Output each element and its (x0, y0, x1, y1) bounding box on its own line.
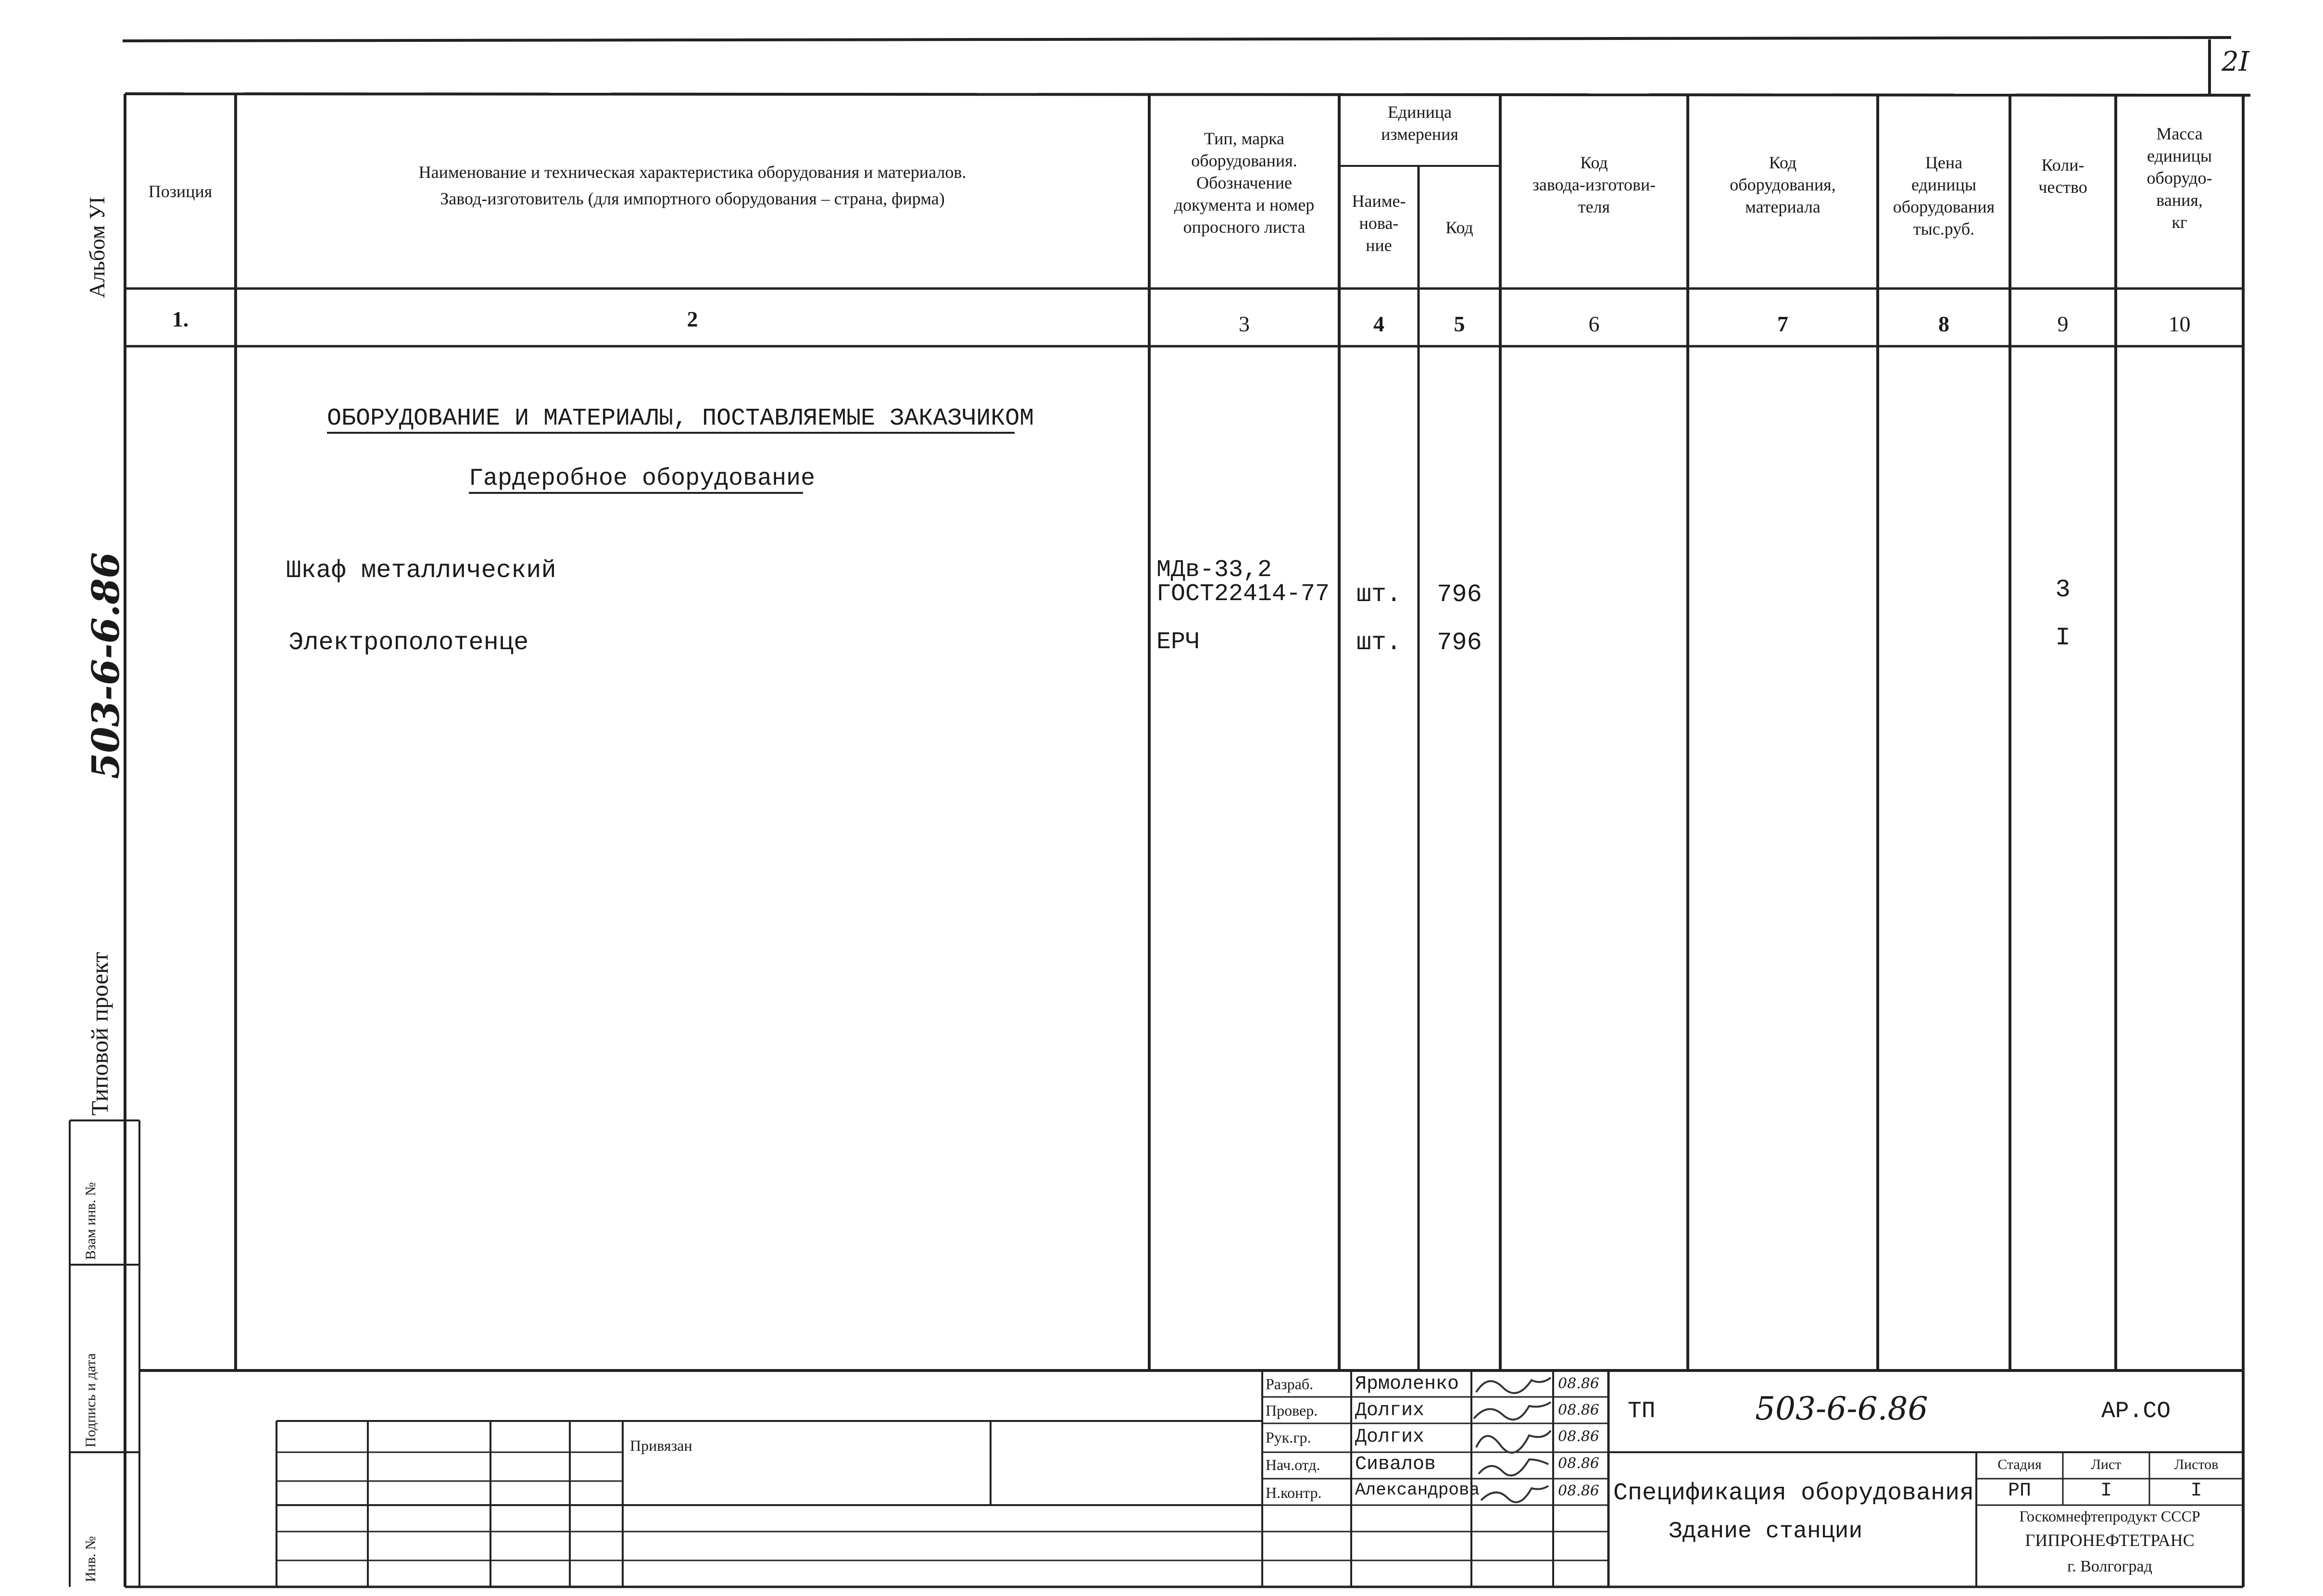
stage-label: Стадия (1997, 1457, 2042, 1472)
sheets-value: I (2190, 1480, 2202, 1502)
typical-project-label: Типовой проект (86, 952, 113, 1116)
role-dept-head: Нач.отд. (1266, 1456, 1320, 1473)
header-name-line1: Наименование и техническая характеристика оборудования и материалов. (418, 163, 967, 182)
sheets-label: Листов (2174, 1457, 2219, 1472)
section-title: ОБОРУДОВАНИЕ И МАТЕРИАЛЫ, ПОСТАВЛЯЕМЫЕ ЗАКАЗЧИКОМ (327, 405, 1034, 432)
row1-type-line1: МДв-33,2 (1156, 556, 1272, 584)
col-number-8: 8 (1938, 312, 1949, 336)
header-type: Тип, марка оборудования. Обозначение документа и номер опросного листа (1174, 129, 1315, 237)
name-group-lead: Долгих (1355, 1426, 1425, 1448)
stamp-sign-date: Подпись и дата (83, 1353, 99, 1447)
row1-name: Шкаф металлический (286, 556, 556, 585)
name-norm-control: Александрова (1355, 1480, 1480, 1500)
header-unit-group: Единица измерения (1381, 102, 1458, 144)
stage-value: РП (2008, 1480, 2031, 1502)
header-manufacturer-code: Код завода-изготови- теля (1532, 153, 1656, 216)
project-number: 503-6-6.86 (1755, 1390, 1928, 1427)
subsection-title: Гардеробное оборудование (469, 465, 816, 492)
privyazan-label: Привязан (630, 1437, 692, 1454)
name-developer: Ярмоленко (1355, 1373, 1459, 1395)
row2-type-line1: ЕРЧ (1156, 628, 1200, 656)
tp-label: ТП (1628, 1398, 1656, 1424)
header-name-line2: Завод-изготовитель (для импортного оборудования – страна, фирма) (440, 189, 945, 208)
row2-qty: I (2055, 624, 2071, 652)
name-dept-head: Сивалов (1355, 1454, 1436, 1475)
date-checker: 08.86 (1558, 1402, 1599, 1419)
col-number-9: 9 (2057, 312, 2069, 336)
date-norm-control: 08.86 (1558, 1483, 1599, 1499)
role-norm-control: Н.контр. (1266, 1484, 1322, 1501)
project-code-handwritten: 503-6-6.86 (84, 552, 128, 779)
org-line3: г. Волгоград (2067, 1558, 2152, 1575)
header-price: Цена единицы оборудования тыс.руб. (1893, 153, 1995, 239)
row2-code: 796 (1437, 628, 1482, 657)
header-unit-code: Код (1445, 218, 1473, 237)
role-developer: Разраб. (1266, 1375, 1314, 1393)
sheet-code: АР.СО (2101, 1398, 2171, 1424)
col-number-6: 6 (1588, 312, 1600, 336)
header-mass: Масса единицы оборудо- вания, кг (2147, 124, 2212, 232)
album-label: Альбом УI (85, 196, 109, 298)
col-number-1: 1. (172, 307, 189, 331)
name-checker: Долгих (1355, 1400, 1425, 1421)
role-group-lead: Рук.гр. (1266, 1429, 1311, 1446)
col-number-5: 5 (1454, 312, 1465, 336)
row1-qty: 3 (2055, 576, 2071, 604)
org-line2: ГИПРОНЕФТЕТРАНС (2025, 1531, 2195, 1550)
row2-name: Электрополотенце (289, 628, 529, 657)
row2-unit: шт. (1356, 628, 1402, 657)
sheet-label: Лист (2091, 1457, 2122, 1472)
building-name: Здание станции (1669, 1519, 1863, 1545)
role-checker: Провер. (1266, 1402, 1318, 1419)
col-number-3: 3 (1239, 312, 1250, 336)
col-number-7: 7 (1777, 312, 1788, 336)
col-number-2: 2 (687, 307, 698, 331)
page-number: 2I (2222, 46, 2249, 77)
stamp-inv: Инв. № (83, 1536, 99, 1582)
date-group-lead: 08.86 (1558, 1428, 1599, 1445)
header-unit-name: Наиме- нова- ние (1352, 191, 1406, 255)
date-dept-head: 08.86 (1558, 1455, 1599, 1472)
header-equipment-code: Код оборудования, материала (1730, 153, 1836, 216)
org-line1: Госкомнефтепродукт СССР (2019, 1508, 2200, 1525)
col-number-4: 4 (1373, 312, 1384, 336)
sheet-value: I (2100, 1480, 2112, 1502)
date-developer: 08.86 (1558, 1375, 1599, 1392)
header-position: Позиция (148, 182, 213, 201)
row1-unit: шт. (1356, 580, 1402, 609)
row1-type-line2: ГОСТ22414-77 (1156, 580, 1330, 608)
row1-code: 796 (1437, 580, 1482, 609)
stamp-inv-replace: Взам инв. № (83, 1182, 99, 1260)
col-number-10: 10 (2168, 312, 2191, 336)
header-quantity: Коли- чество (2038, 155, 2087, 197)
document-title: Спецификация оборудования (1613, 1480, 1974, 1507)
